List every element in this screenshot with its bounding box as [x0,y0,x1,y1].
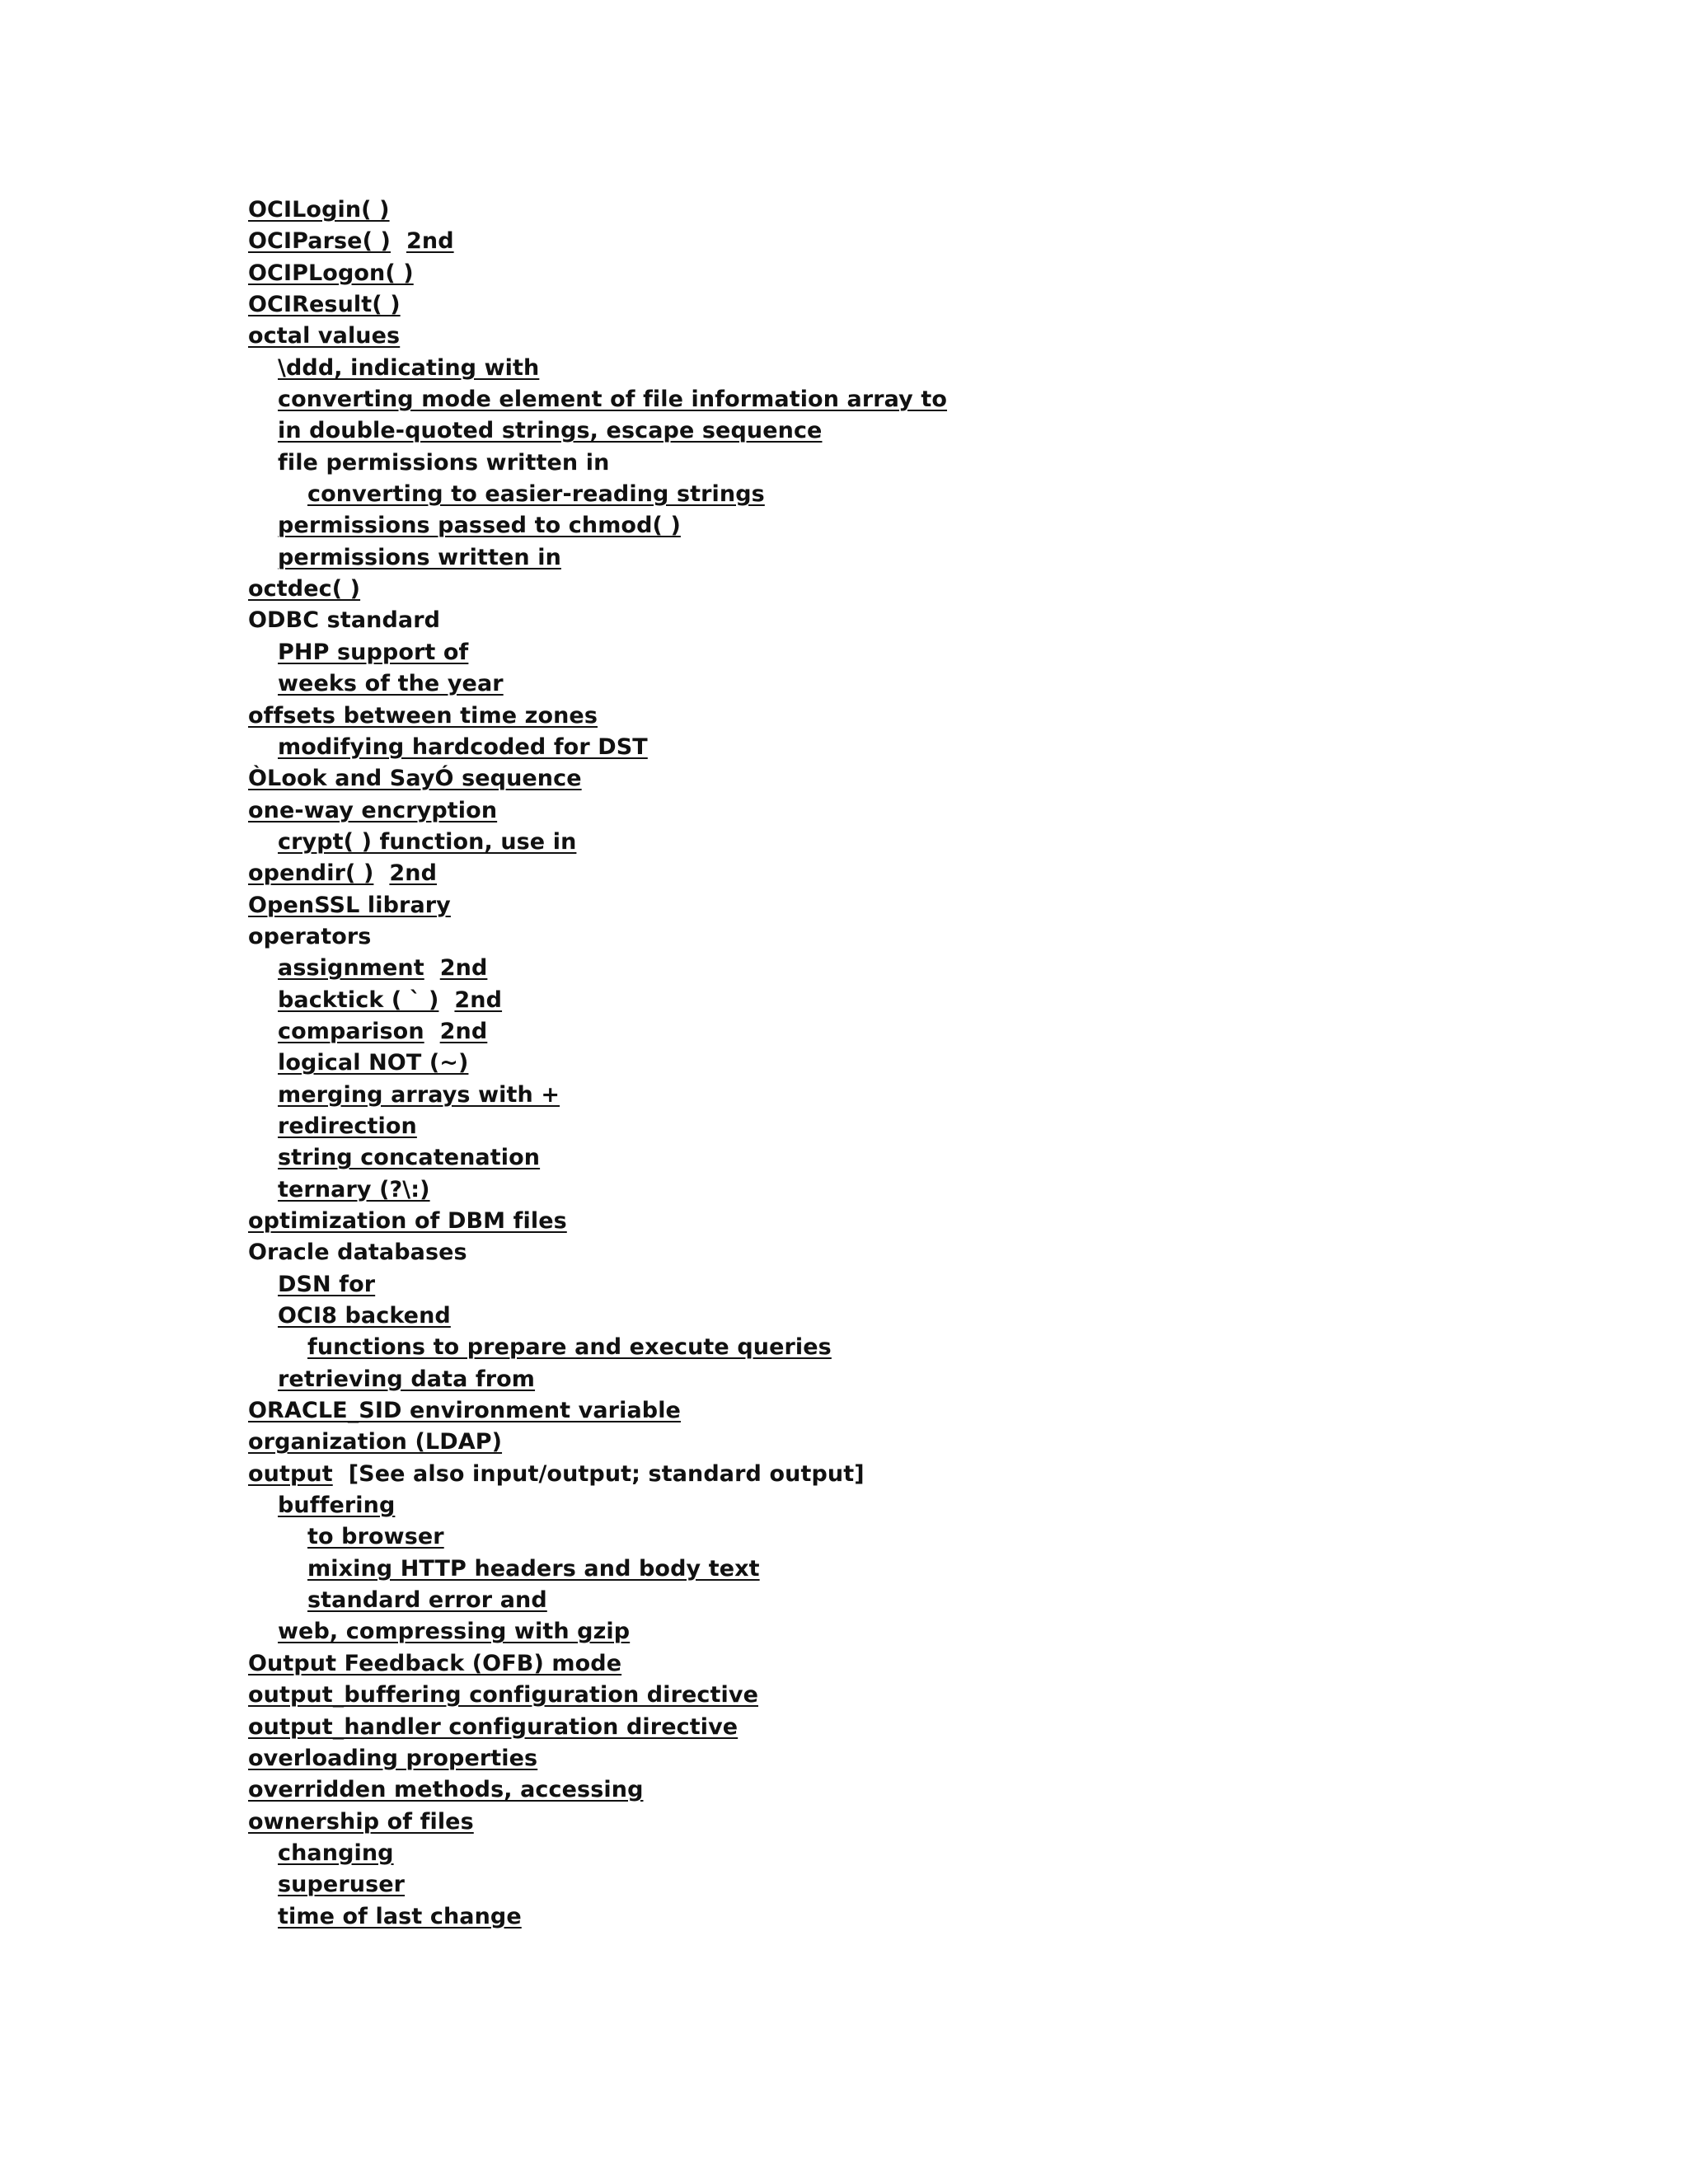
index-term-link[interactable]: opendir( ) [248,860,374,887]
index-term-link[interactable]: mixing HTTP headers and body text [307,1555,760,1582]
index-entry [0,1332,947,1363]
index-entry [0,415,947,447]
index-term: Oracle databases [248,1240,467,1266]
index-entry [0,1616,947,1647]
index-entry [0,1869,947,1900]
index-ref-link[interactable]: 2nd [439,955,488,982]
index-term-link[interactable]: comparison [278,1018,424,1044]
index-term-link[interactable]: web, compressing with gzip [278,1619,631,1645]
index-entry [0,353,947,384]
index-term-link[interactable]: OCIResult( ) [248,292,401,318]
index-entry [0,1142,947,1174]
index-term-link[interactable]: output_handler configuration directive [248,1713,738,1740]
index-term-link[interactable]: functions to prepare and execute queries [307,1334,832,1361]
index-entry [0,1301,947,1332]
index-term-link[interactable]: output [248,1460,333,1487]
index-term: operators [248,923,372,949]
index-entry [0,1521,947,1553]
index-entry [0,510,947,541]
index-term-link[interactable]: ternary (?\:) [278,1176,430,1202]
index-entry [0,1743,947,1774]
index-entry [0,701,947,732]
index-entry [0,1554,947,1585]
index-ref-link[interactable]: 2nd [389,860,438,887]
index-term-link[interactable]: time of last change [278,1903,522,1929]
index-term-link[interactable]: buffering [278,1493,396,1519]
index-entry [0,1490,947,1521]
index-term-link[interactable]: permissions written in [278,544,561,570]
index-term-link[interactable]: superuser [278,1872,406,1898]
index-term-link[interactable]: DSN for [278,1271,376,1297]
index-entry [0,1174,947,1206]
index-term-link[interactable]: OCIParse( ) [248,228,391,255]
index-entry [0,827,947,858]
index-entry [0,1648,947,1680]
index-term-link[interactable]: OCIPLogon( ) [248,260,414,286]
index-entry [0,479,947,510]
index-term: file permissions written in [278,449,610,476]
index-term-link[interactable]: crypt( ) function, use in [278,828,577,855]
index-entry [0,637,947,668]
index-entry [0,1080,947,1111]
index-entry [0,1427,947,1458]
index-entry [0,1774,947,1806]
index-entry [0,890,947,921]
index-entry [0,258,947,289]
index-entry [0,1712,947,1743]
index-term-link[interactable]: output_buffering configuration directive [248,1682,758,1708]
index-entry [0,732,947,763]
index-term-link[interactable]: ownership of files [248,1808,474,1835]
index-term-link[interactable]: one-way encryption [248,797,498,823]
index-list [0,194,947,1933]
index-entry [0,1680,947,1711]
index-entry [0,384,947,415]
index-term-link[interactable]: ÒLook and SayÓ sequence [248,766,582,792]
index-entry [0,763,947,794]
index-entry [0,289,947,321]
index-entry [0,1395,947,1427]
index-term-link[interactable]: overloading properties [248,1745,538,1771]
index-term-link[interactable]: ORACLE_SID environment variable [248,1398,681,1424]
index-term-link[interactable]: converting to easier-reading strings [307,481,765,508]
index-term-link[interactable]: offsets between time zones [248,702,598,729]
index-entry [0,1016,947,1047]
index-term-link[interactable]: to browser [307,1524,444,1550]
index-term-link[interactable]: string concatenation [278,1145,541,1171]
index-term-link[interactable]: modifying hardcoded for DST [278,733,648,760]
index-entry [0,921,947,953]
index-term-link[interactable]: in double-quoted strings, escape sequence [278,418,823,444]
index-entry [0,985,947,1016]
index-term-link[interactable]: \ddd, indicating with [278,354,540,381]
index-entry [0,542,947,574]
index-term-link[interactable]: organization (LDAP) [248,1429,503,1455]
index-term-link[interactable]: changing [278,1840,394,1866]
index-term-link[interactable]: standard error and [307,1587,547,1614]
index-entry [0,953,947,984]
index-term-link[interactable]: OpenSSL library [248,892,451,918]
index-term-link[interactable]: permissions passed to chmod( ) [278,513,681,539]
index-entry [0,1111,947,1142]
index-ref-link[interactable]: 2nd [454,987,503,1013]
index-term-link[interactable]: octdec( ) [248,576,361,602]
index-term-link[interactable]: assignment [278,955,424,982]
index-term-link[interactable]: merging arrays with + [278,1081,560,1108]
index-ref-link[interactable]: 2nd [439,1018,488,1044]
index-term-link[interactable]: OCILogin( ) [248,197,390,223]
index-entry [0,448,947,479]
index-term-link[interactable]: Output Feedback (OFB) mode [248,1650,622,1676]
index-entry [0,1237,947,1268]
index-entry [0,1838,947,1869]
index-entry [0,321,947,352]
index-entry [0,1585,947,1616]
index-term-link[interactable]: backtick ( ` ) [278,987,439,1013]
index-entry [0,1269,947,1301]
index-entry [0,795,947,827]
see-also-note: [See also input/output; standard output] [348,1460,865,1487]
index-entry [0,668,947,700]
index-term-link[interactable]: converting mode element of file information array to [278,387,948,413]
index-term-link[interactable]: weeks of the year [278,671,504,697]
index-term-link[interactable]: PHP support of [278,639,469,665]
index-term-link[interactable]: retrieving data from [278,1366,536,1392]
index-entry [0,574,947,605]
index-term-link[interactable]: overridden methods, accessing [248,1777,644,1803]
index-entry [0,226,947,257]
index-term: ODBC standard [248,607,441,634]
index-entry [0,858,947,889]
index-entry [0,1206,947,1237]
index-term-link[interactable]: octal values [248,323,401,349]
index-term-link[interactable]: optimization of DBM files [248,1208,567,1234]
index-entry [0,1364,947,1395]
index-entry [0,1047,947,1079]
index-entry [0,605,947,636]
index-entry [0,1901,947,1933]
index-entry [0,1459,947,1490]
index-entry [0,1807,947,1838]
index-term-link[interactable]: logical NOT (~) [278,1050,469,1076]
index-entry [0,194,947,226]
index-term-link[interactable]: redirection [278,1113,417,1139]
index-term-link[interactable]: OCI8 backend [278,1303,451,1329]
index-ref-link[interactable]: 2nd [406,228,454,255]
